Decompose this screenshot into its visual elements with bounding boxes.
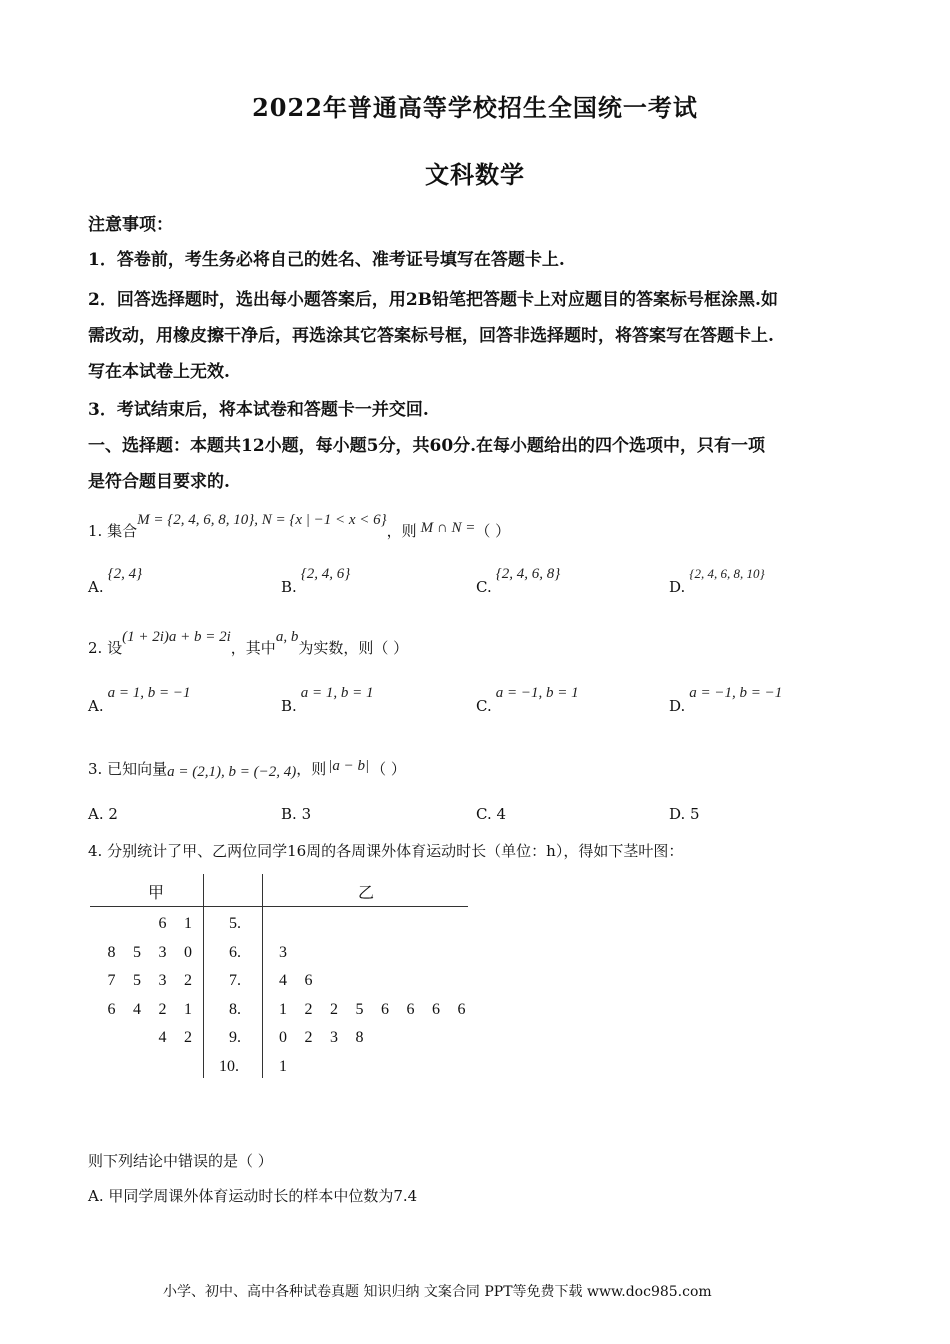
section-heading-cont: 是符合题目要求的. bbox=[88, 472, 230, 492]
leaf-right: 2 bbox=[330, 1000, 338, 1018]
q2-option-b: B.a = 1, b = 1 bbox=[281, 685, 374, 715]
leaf-right: 6 bbox=[457, 1000, 466, 1018]
stem-value: 10. bbox=[219, 1058, 239, 1075]
stem-value: 9. bbox=[229, 1029, 241, 1047]
q2-suffix: 为实数，则（ ） bbox=[298, 639, 409, 657]
stem-leaf-header-yi: 乙 bbox=[358, 885, 375, 902]
q2-stem bbox=[88, 629, 409, 658]
leaf-left: 2 bbox=[184, 972, 192, 990]
leaf-left: 5 bbox=[133, 943, 141, 961]
q1-stem bbox=[88, 512, 511, 541]
leaf-left: 1 bbox=[184, 1000, 192, 1018]
leaf-right: 3 bbox=[330, 1029, 338, 1047]
q2-option-d: D.a = −1, b = −1 bbox=[669, 685, 783, 715]
notice-item-2-cont: 需改动，用橡皮擦干净后，再选涂其它答案标号框，回答非选择题时，将答案写在答题卡上. bbox=[88, 326, 774, 346]
stem-value: 7. bbox=[229, 972, 241, 990]
notice-item-1: 1．答卷前，考生务必将自己的姓名、准考证号填写在答题卡上. bbox=[88, 250, 565, 270]
q2-option-a: A.a = 1, b = −1 bbox=[88, 685, 191, 715]
leaf-left: 6 bbox=[158, 915, 167, 932]
q1-option-c: C.{2, 4, 6, 8} bbox=[476, 566, 561, 596]
q2-mid: ，其中 bbox=[230, 639, 276, 657]
q3-mid: ，则 bbox=[296, 760, 327, 778]
leaf-right: 5 bbox=[355, 1000, 364, 1018]
leaf-right: 2 bbox=[304, 1000, 313, 1018]
q1-option-b: B.{2, 4, 6} bbox=[281, 566, 351, 596]
q4-option-a: A. 甲同学周课外体育运动时长的样本中位数为7.4 bbox=[88, 1187, 418, 1205]
stem-leaf-left-divider bbox=[203, 874, 204, 1078]
leaf-left: 1 bbox=[184, 915, 192, 932]
notice-item-3: 3．考试结束后，将本试卷和答题卡一并交回. bbox=[88, 400, 429, 420]
leaf-left: 3 bbox=[158, 943, 167, 961]
section-heading: 一、选择题：本题共12小题，每小题5分，共60分.在每小题给出的四个选项中，只有一项 bbox=[88, 436, 766, 456]
leaf-right: 6 bbox=[381, 1000, 389, 1018]
q1-option-d: D.{2, 4, 6, 8, 10} bbox=[669, 566, 765, 596]
leaf-right: 6 bbox=[432, 1000, 440, 1018]
q3-prefix: 3. 已知向量 bbox=[88, 760, 168, 778]
leaf-right: 0 bbox=[279, 1029, 287, 1047]
stem-leaf-right-divider bbox=[262, 874, 263, 1078]
leaf-left: 7 bbox=[107, 972, 116, 990]
leaf-right: 6 bbox=[406, 1000, 415, 1018]
leaf-left: 4 bbox=[133, 1000, 141, 1018]
leaf-left: 8 bbox=[107, 943, 116, 961]
stem-value: 6. bbox=[229, 943, 241, 961]
q3-option-b: B. 3 bbox=[281, 805, 312, 823]
stem-leaf-header-jia: 甲 bbox=[148, 885, 165, 902]
q1-option-a: A.{2, 4} bbox=[88, 566, 143, 596]
q2-vars: a, b bbox=[275, 629, 299, 645]
q1-suffix: ，则 bbox=[386, 522, 417, 540]
q3-paren: （ ） bbox=[371, 760, 406, 778]
leaf-right: 8 bbox=[355, 1029, 364, 1047]
q3-option-d: D. 5 bbox=[669, 805, 700, 823]
leaf-right: 4 bbox=[279, 972, 287, 990]
leaf-left: 5 bbox=[133, 972, 141, 990]
stem-leaf-header-rule bbox=[90, 906, 468, 907]
leaf-right: 6 bbox=[304, 972, 313, 990]
q3-stem bbox=[88, 758, 406, 779]
leaf-left: 2 bbox=[184, 1029, 192, 1047]
q3-expr: |a − b| bbox=[328, 758, 370, 774]
leaf-left: 6 bbox=[107, 1000, 116, 1018]
leaf-right: 2 bbox=[304, 1029, 313, 1047]
q3-option-a: A. 2 bbox=[88, 805, 118, 823]
leaf-left: 3 bbox=[158, 972, 167, 990]
leaf-left: 0 bbox=[184, 943, 192, 961]
q1-formula: M = {2, 4, 6, 8, 10}, N = {x | −1 < x < 6} bbox=[137, 512, 387, 528]
stem-value: 5. bbox=[229, 915, 241, 932]
leaf-right: 1 bbox=[279, 1058, 287, 1075]
q3-formula: a = (2,1), b = (−2, 4) bbox=[167, 764, 297, 780]
q1-paren: （ ） bbox=[475, 522, 511, 540]
leaf-right: 3 bbox=[279, 943, 287, 961]
q4-stem: 4. 分别统计了甲、乙两位同学16周的各周课外体育运动时长（单位：h），得如下茎叶图： bbox=[88, 842, 684, 860]
page-footer: 小学、初中、高中各种试卷真题 知识归纳 文案合同 PPT等免费下载 www.doc985.com bbox=[163, 1284, 712, 1300]
notice-heading: 注意事项： bbox=[88, 215, 173, 235]
notice-item-2-end: 写在本试卷上无效. bbox=[88, 362, 230, 382]
q1-formula2: M ∩ N = bbox=[420, 520, 476, 536]
q2-formula: (1 + 2i)a + b = 2i bbox=[122, 629, 231, 645]
q1-prefix: 1. 集合 bbox=[88, 522, 138, 540]
leaf-left: 2 bbox=[158, 1000, 167, 1018]
notice-item-2: 2．回答选择题时，选出每小题答案后，用2B铅笔把答题卡上对应题目的答案标号框涂黑.如 bbox=[88, 290, 778, 310]
q3-option-c: C. 4 bbox=[476, 805, 507, 823]
leaf-right: 1 bbox=[279, 1000, 287, 1018]
page-title: 2022年普通高等学校招生全国统一考试 bbox=[252, 93, 698, 122]
leaf-left: 4 bbox=[158, 1029, 167, 1047]
q2-prefix: 2. 设 bbox=[88, 639, 123, 657]
q4-question: 则下列结论中错误的是（ ） bbox=[88, 1152, 273, 1170]
q2-option-c: C.a = −1, b = 1 bbox=[476, 685, 579, 715]
stem-value: 8. bbox=[229, 1000, 241, 1018]
page-subtitle: 文科数学 bbox=[425, 160, 525, 189]
